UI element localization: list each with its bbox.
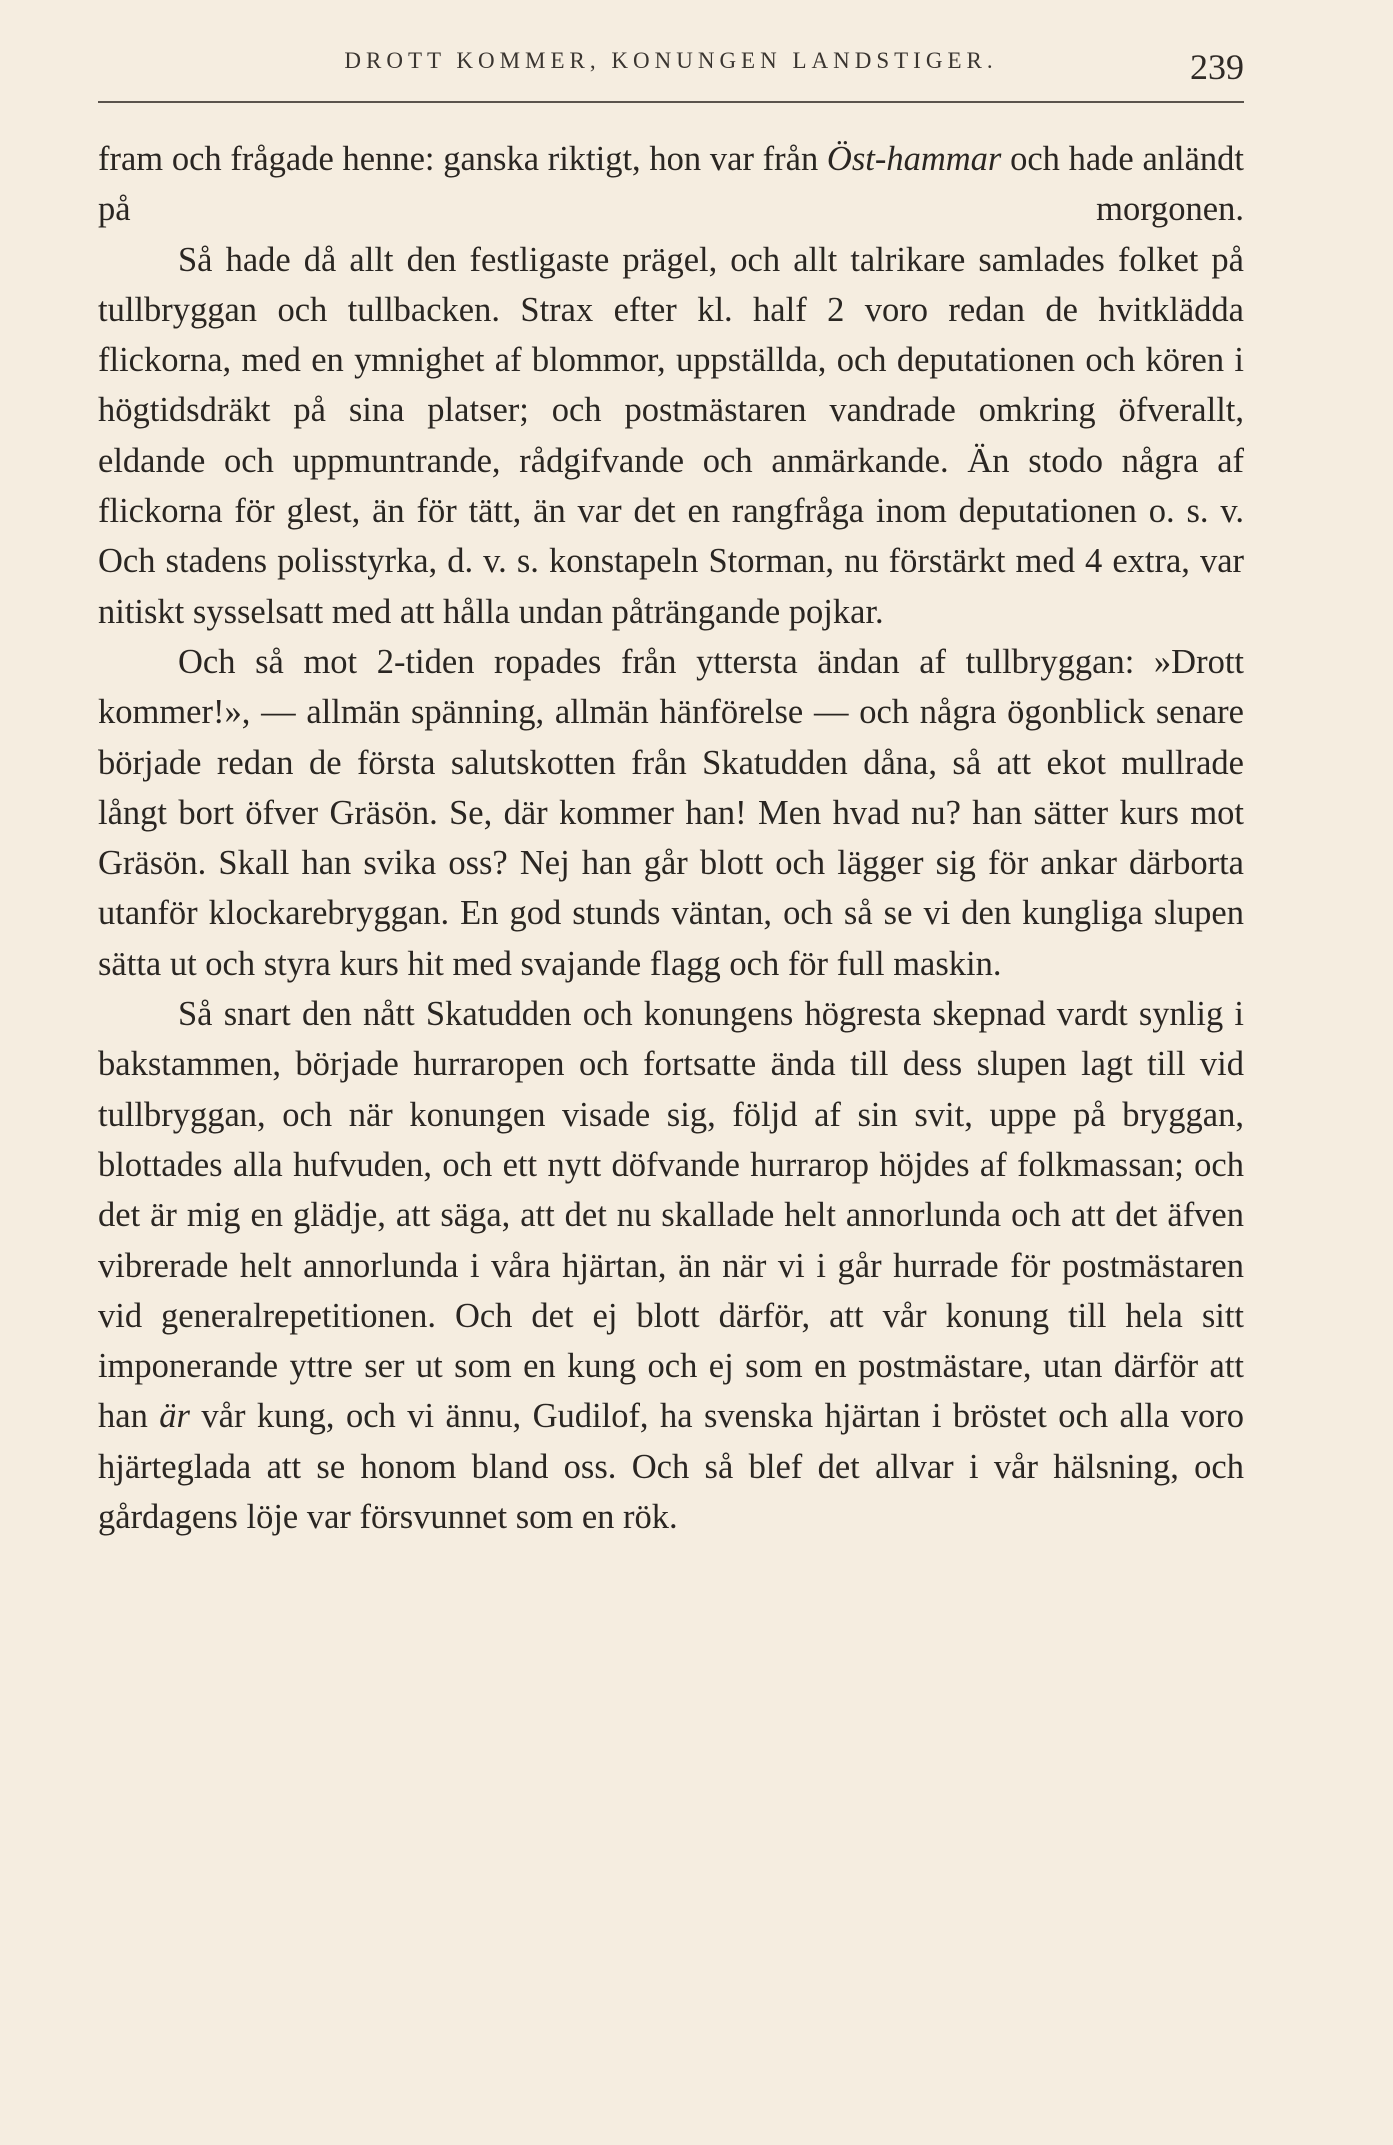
text-segment: vår kung, och vi ännu, Gudilof, ha svenska hjärtan i bröstet och alla voro hjärteglada att se honom bland oss. Och så blef det allvar i vår hälsning, och gårdagens löje var försvunnet som en rök. [98,1397,1244,1537]
italic-segment: är [159,1397,190,1436]
paragraph [98,637,1244,989]
paragraph [98,235,1244,637]
body-text [98,134,1244,1542]
text-segment: och hade anländt på morgonen. [98,140,1244,229]
running-title: DROTT KOMMER, KONUNGEN LANDSTIGER. [344,48,998,73]
paragraph [98,134,1244,235]
paragraph [98,989,1244,1542]
italic-segment: Öst-hammar [826,140,1002,178]
text-segment: Så snart den nått Skatudden och konungens högresta skepnad vardt synlig i bakstammen, började hurraropen och fortsatte ända till dess slupen lagt till vid tullbryggan, och när konungen visade sig, följd af sin svit, uppe på bryggan, blottades alla hufvuden, och ett nytt döfvande hurrarop höjdes af folkmassan; och det är mig en glädje, att säga, att det nu skallade helt annorlunda och att det äfven vibrerade helt annorlunda i våra hjärtan, än när vi i går hurrade för postmästaren vid generalrepetitionen. Och det ej blott därför, att vår konung till hela sitt imponerande yttre ser ut som en kung och ej som en postmästare, utan därför att han [98,995,1244,1436]
text-segment: Och så mot 2-tiden ropades från yttersta ändan af tullbryggan: »Drott kommer!», — allmän spänning, allmän hänförelse — och några ögonblick senare började redan de första salutskotten från Skatudden dåna, så att ekot mullrade långt bort öfver Gräsön. Se, där kommer han! Men hvad nu? han sätter kurs mot Gräsön. Skall han svika oss? Nej han går blott och lägger sig för ankar därborta utanför klockarebryggan. En god stunds väntan, och så se vi den kungliga slupen sätta ut och styra kurs hit med svajande flagg och för full maskin. [98,642,1244,983]
text-segment: fram och frågade henne: ganska riktigt, hon var från [98,140,827,178]
page-number: 239 [1190,47,1244,87]
header-rule [98,101,1244,103]
text-segment: Så hade då allt den festligaste prägel, och allt talrikare samlades folket på tullbryggan och tullbacken. Strax efter kl. half 2 voro redan de hvitklädda flickorna, med en ymnighet af blommor, uppställda, och deputationen och kören i högtidsdräkt på sina platser; och postmästaren vandrade omkring öfverallt, eldande och uppmuntrande, rådgifvande och anmärkande. Än stodo några af flickorna för glest, än för tätt, än var det en rangfråga inom deputationen o. s. v. Och stadens polisstyrka, d. v. s. konstapeln Storman, nu förstärkt med 4 extra, var nitiskt sysselsatt med att hålla undan påträngande pojkar. [98,240,1244,631]
running-head [98,44,1244,87]
